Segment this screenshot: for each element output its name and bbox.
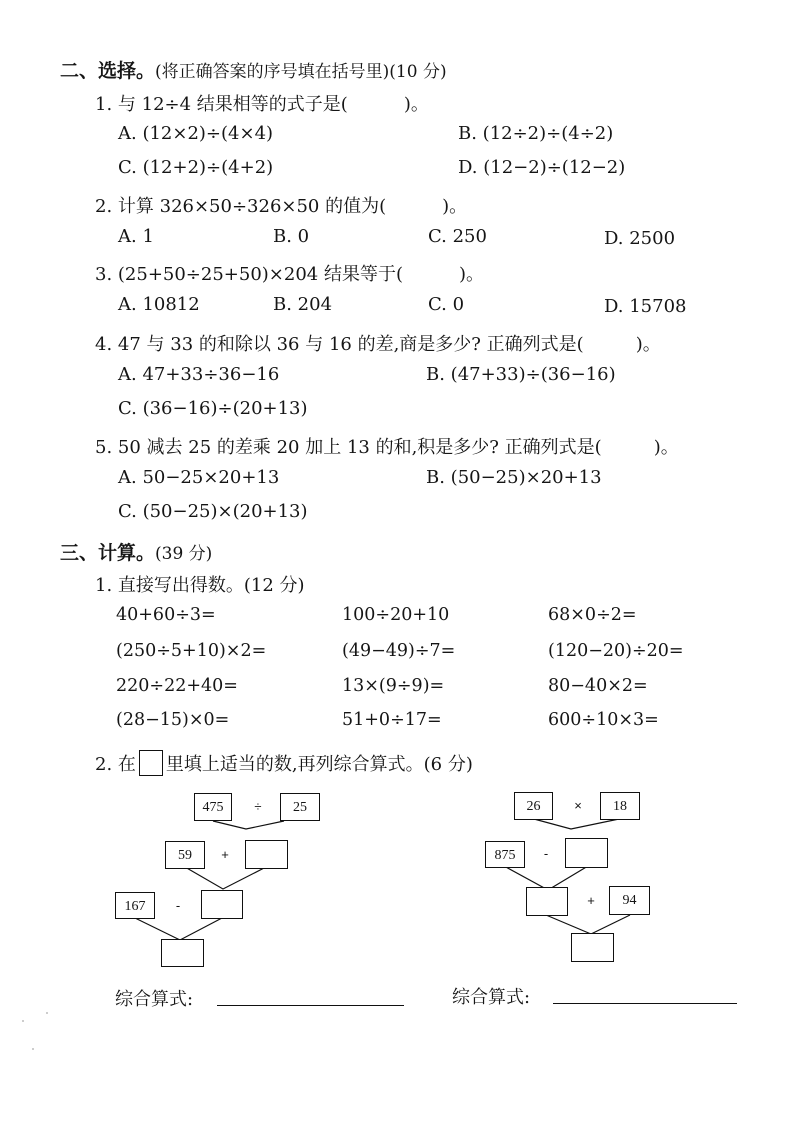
scan-speck (32, 1048, 34, 1050)
calc-4-1: (28−15)×0= (116, 710, 230, 730)
right-tree-multiply-sign: × (574, 798, 582, 813)
section2-note: (将正确答案的序号填在括号里)(10 分) (155, 62, 447, 82)
q1-option-d: D. (12−2)÷(12−2) (458, 157, 626, 178)
calc-2-3: (120−20)÷20= (548, 641, 684, 661)
question-1-end: )。 (403, 94, 429, 115)
calc-1-3: 68×0÷2= (548, 605, 637, 625)
q4-option-b: B. (47+33)÷(36−16) (426, 364, 616, 385)
calc-3-3: 80−40×2= (548, 676, 648, 696)
q4-option-a: A. 47+33÷36−16 (118, 364, 280, 385)
right-tree-answer-box-1[interactable] (565, 838, 608, 868)
calc-1-1: 40+60÷3= (116, 605, 216, 625)
left-tree-answer-box-3[interactable] (161, 939, 204, 967)
right-tree-num-94: 94 (609, 886, 650, 915)
calc-4-3: 600÷10×3= (548, 710, 659, 730)
part1-title: 1. 直接写出得数。(12 分) (95, 575, 305, 596)
section3-score: (39 分) (155, 544, 213, 564)
left-tree-answer-box-2[interactable] (201, 890, 243, 919)
right-tree-minus-sign: - (543, 846, 549, 861)
section3-title: 三、计算。 (60, 542, 156, 564)
q2-option-b: B. 0 (273, 226, 310, 247)
right-formula-label: 综合算式: (452, 987, 531, 1008)
calc-3-2: 13×(9÷9)= (342, 676, 445, 696)
q2-option-d: D. 2500 (604, 228, 676, 249)
left-tree-plus-sign: + (221, 847, 229, 862)
q3-option-c: C. 0 (428, 294, 465, 315)
question-4-stem: 4. 47 与 33 的和除以 36 与 16 的差,商是多少? 正确列式是( (95, 334, 584, 355)
calc-1-2: 100÷20+10 (342, 605, 450, 625)
q1-option-b: B. (12÷2)÷(4÷2) (458, 123, 614, 144)
right-tree-answer-box-3[interactable] (571, 933, 614, 962)
right-tree-num-18: 18 (600, 792, 640, 820)
left-tree-num-59: 59 (165, 841, 205, 869)
left-tree-divide-sign: ÷ (254, 799, 262, 814)
question-2-stem: 2. 计算 326×50÷326×50 的值为( (95, 196, 387, 217)
part2-title-post: 里填上适当的数,再列综合算式。(6 分) (165, 754, 473, 775)
right-tree-num-26: 26 (514, 792, 553, 820)
q1-option-a: A. (12×2)÷(4×4) (118, 123, 274, 144)
q1-option-c: C. (12+2)÷(4+2) (118, 157, 274, 178)
q2-option-c: C. 250 (428, 226, 487, 247)
question-1-stem: 1. 与 12÷4 结果相等的式子是( (95, 94, 348, 115)
scan-speck (46, 1012, 48, 1014)
question-5-stem: 5. 50 减去 25 的差乘 20 加上 13 的和,积是多少? 正确列式是( (95, 437, 602, 458)
left-tree-num-475: 475 (194, 793, 232, 821)
question-3-end: )。 (459, 264, 485, 285)
section2-title: 二、选择。 (60, 60, 156, 82)
q5-option-b: B. (50−25)×20+13 (426, 467, 602, 488)
q5-option-a: A. 50−25×20+13 (118, 467, 280, 488)
left-tree-answer-box-1[interactable] (245, 840, 288, 869)
question-4-end: )。 (635, 334, 661, 355)
left-tree-num-167: 167 (115, 892, 155, 919)
right-tree-num-875: 875 (485, 841, 525, 868)
q2-option-a: A. 1 (118, 226, 154, 247)
left-formula-label: 综合算式: (115, 989, 194, 1010)
calc-2-2: (49−49)÷7= (342, 641, 456, 661)
calc-4-2: 51+0÷17= (342, 710, 442, 730)
question-2-end: )。 (442, 196, 468, 217)
part2-title-pre: 2. 在 (95, 754, 136, 775)
q3-option-d: D. 15708 (604, 296, 687, 317)
right-formula-input-line[interactable] (553, 1003, 737, 1004)
q3-option-b: B. 204 (273, 294, 333, 315)
q4-option-c: C. (36−16)÷(20+13) (118, 398, 308, 419)
left-tree-num-25: 25 (280, 793, 320, 821)
q3-option-a: A. 10812 (118, 294, 200, 315)
question-5-end: )。 (653, 437, 679, 458)
question-3-stem: 3. (25+50÷25+50)×204 结果等于( (95, 264, 403, 285)
calc-2-1: (250÷5+10)×2= (116, 641, 267, 661)
calc-3-1: 220÷22+40= (116, 676, 238, 696)
right-tree-plus-sign: + (587, 893, 595, 908)
left-formula-input-line[interactable] (217, 1005, 404, 1006)
right-tree-answer-box-2[interactable] (526, 887, 568, 916)
q5-option-c: C. (50−25)×(20+13) (118, 501, 308, 522)
scan-speck (22, 1020, 24, 1022)
left-tree-minus-sign: - (175, 898, 181, 913)
